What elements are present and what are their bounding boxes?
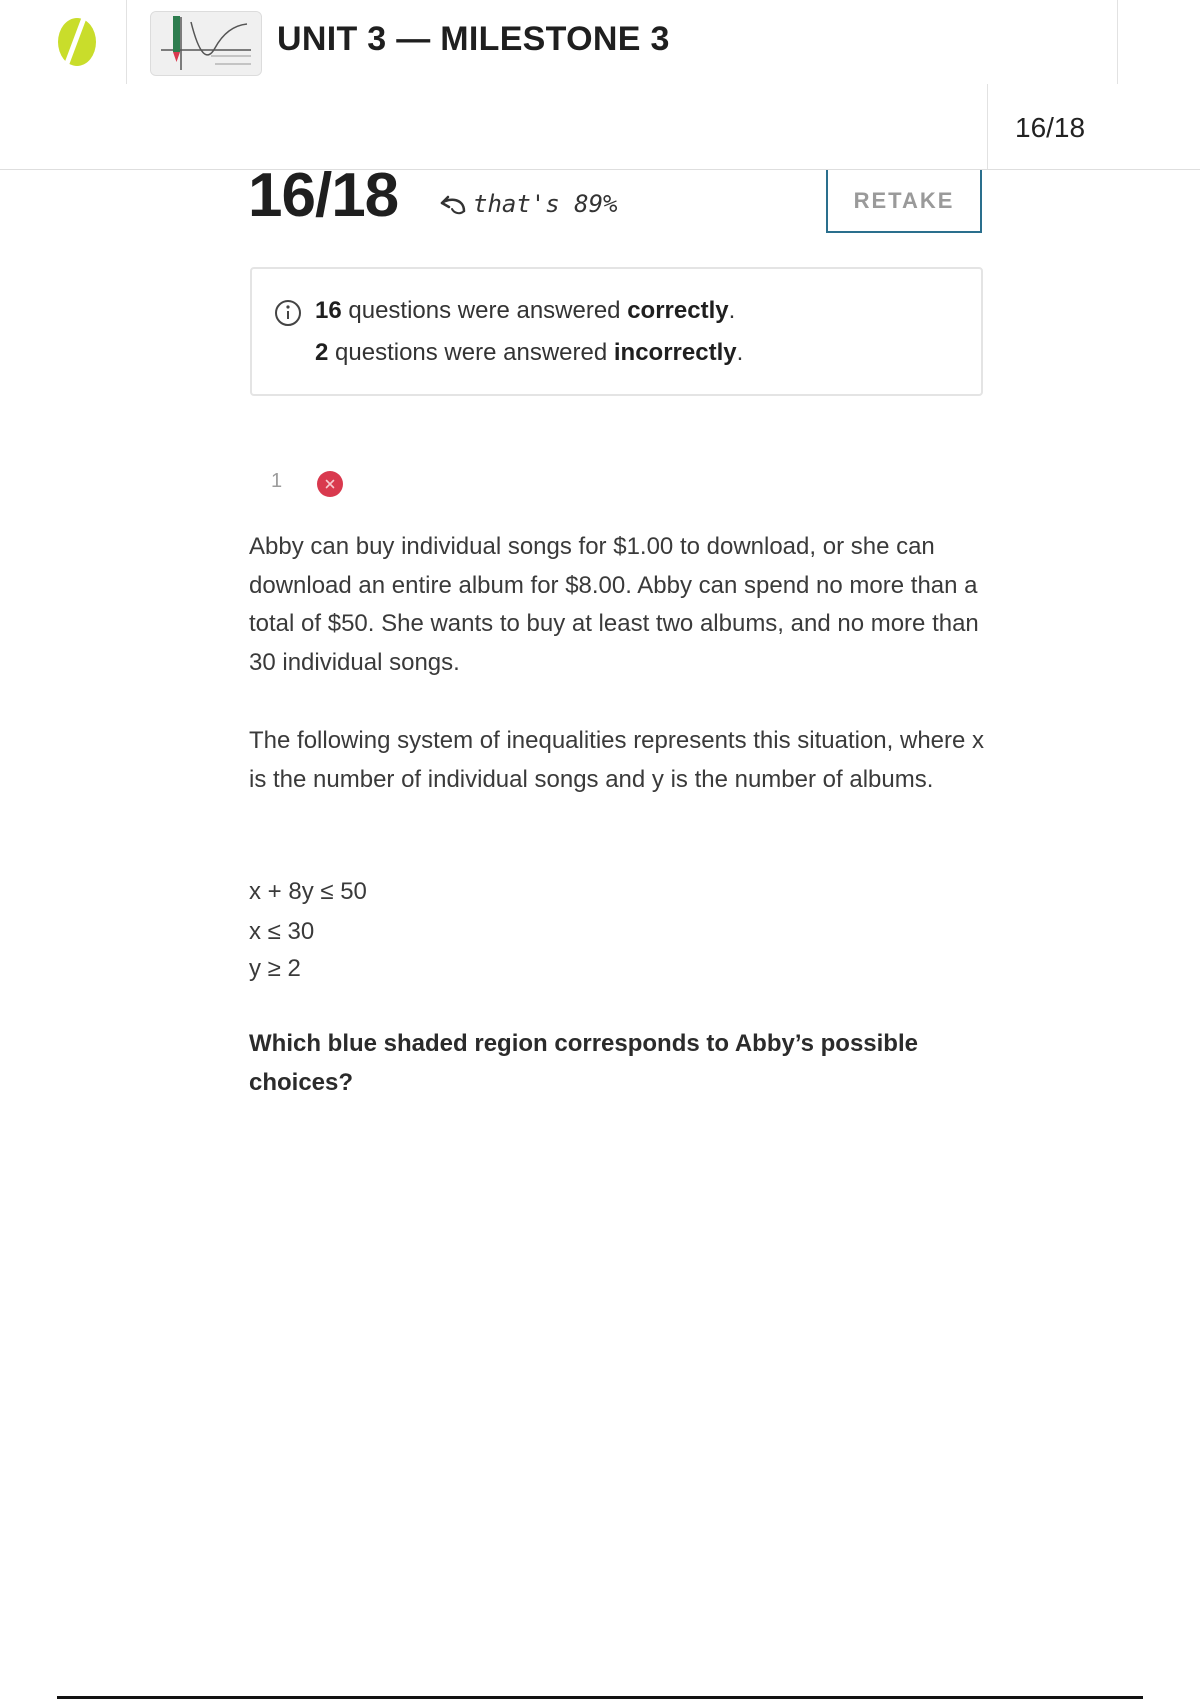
question-prompt: Which blue shaded region corresponds to Abby’s possible choices? [249,1030,918,1096]
incorrect-count: 2 [315,339,329,366]
correct-text: questions were answered [341,297,628,324]
inequality-3: y ≥ 2 [249,955,301,982]
header-score: 16/18 [1015,112,1086,143]
question-paragraph-1: Abby can buy individual songs for $1.00 to download, or she can download an entire album for $8.00. Abby can spend no more than a total of $50. She wants to buy at least two albums, and no more than 30 individual songs. [249,533,979,676]
top-header [0,0,1200,84]
results-summary [250,267,983,396]
inequality-1: x + 8y ≤ 50 [249,878,367,905]
incorrect-word: incorrectly [613,339,737,366]
unit-title: UNIT 3 — MILESTONE 3 [277,20,670,58]
unit-thumbnail [150,11,262,76]
incorrect-x-icon [316,470,344,498]
incorrect-summary [315,339,743,367]
inequality-2: x ≤ 30 [249,918,315,945]
correct-count: 16 [315,297,342,324]
sophia-logo-icon[interactable] [52,14,102,70]
incorrect-text: questions were answered [328,339,614,366]
curved-arrow-icon [434,191,468,219]
score-divider [987,84,988,170]
header-divider [126,0,127,84]
header-separator [0,169,1200,170]
question-paragraph-2: The following system of inequalities represents this situation, where x is the number of individual songs and y is the number of albums. [249,727,985,793]
correct-word: correctly [627,297,729,324]
correct-summary [315,297,735,325]
graph-pencil-icon [151,12,261,75]
bottom-rule [57,1696,1143,1699]
score-percent-note: that's 89% [473,190,618,218]
correct-period: . [728,297,736,324]
info-icon [274,299,302,327]
question-number: 1 [271,470,283,492]
retake-button[interactable]: RETAKE [826,170,982,233]
incorrect-period: . [736,339,744,366]
score-value: 16/18 [248,161,399,230]
header-divider-right [1117,0,1118,84]
